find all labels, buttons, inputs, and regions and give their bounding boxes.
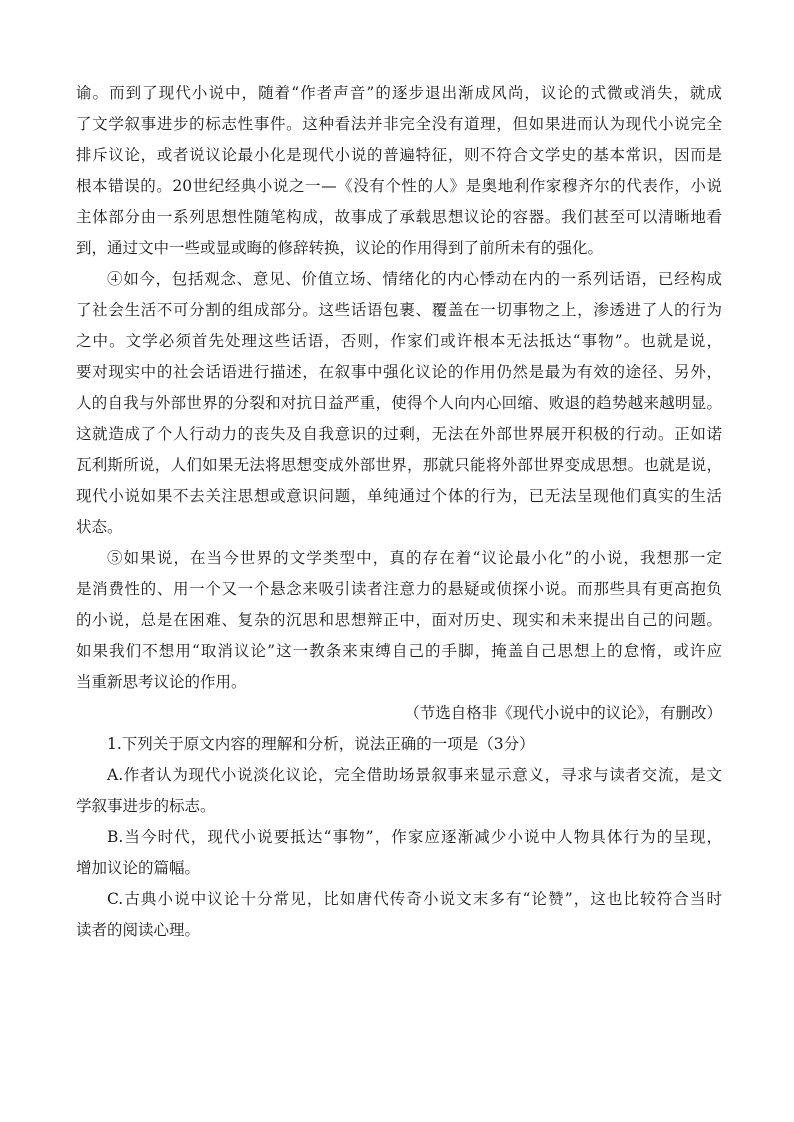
paragraph-4 — [76, 264, 722, 543]
text-line: 了文学叙事进步的标志性事件。这种看法并非完全没有道理，但如果进而认为现代小说完全 — [76, 115, 722, 133]
text-line: ⑤如果说，在当今世界的文学类型中，真的存在着“议论最小化”的小说，我想那一定 — [107, 549, 722, 567]
text-line: 如果我们不想用“取消议论”这一教条来束缚自己的手脚，掩盖自己思想上的怠惰，或许应 — [76, 642, 722, 660]
option-line: 学叙事进步的标志。 — [76, 797, 216, 815]
text-line: 状态。 — [76, 518, 123, 536]
text-line: 现代小说如果不去关注思想或意识问题，单纯通过个体的行为，已无法呈现他们真实的生活 — [76, 487, 722, 505]
text-line: ④如今，包括观念、意见、价值立场、情绪化的内心悸动在内的一系列话语，已经构成 — [107, 270, 722, 288]
option-b — [76, 822, 722, 884]
text-line: 根本错误的。20世纪经典小说之一—《没有个性的人》是奥地利作家穆齐尔的代表作，小说 — [76, 177, 722, 195]
question-1 — [76, 729, 722, 946]
text-line: 谕。而到了现代小说中，随着“作者声音”的逐步退出渐成风尚，议论的式微或消失，就成 — [76, 84, 722, 102]
option-a — [76, 760, 722, 822]
option-line: 读者的阅读心理。 — [76, 921, 201, 939]
text-line: 主体部分由一系列思想性随笔构成，故事成了承载思想议论的容器。我们甚至可以清晰地看 — [76, 208, 722, 226]
option-line: A.作者认为现代小说淡化议论，完全借助场景叙事来显示意义，寻求与读者交流，是文 — [107, 766, 722, 784]
paragraph-5 — [76, 543, 722, 698]
option-line: C.古典小说中议论十分常见，比如唐代传奇小说文末多有“论赞”，这也比较符合当时 — [107, 890, 722, 908]
text-line: 了社会生活不可分割的组成部分。这些话语包裹、覆盖在一切事物之上，渗透进了人的行为 — [76, 301, 722, 319]
option-line: B.当今时代，现代小说要抵达“事物”，作家应逐渐减少小说中人物具体行为的呈现， — [107, 828, 722, 846]
text-line: 之中。文学必须首先处理这些话语，否则，作家们或许根本无法抵达“事物”。也就是说， — [76, 332, 722, 350]
text-line: 当重新思考议论的作用。 — [76, 673, 247, 691]
question-stem: 1.下列关于原文内容的理解和分析，说法正确的一项是（3分） — [107, 735, 535, 753]
text-line: 这就造成了个人行动力的丧失及自我意识的过剩，无法在外部世界展开积极的行动。正如诺 — [76, 425, 722, 443]
text-line: 的小说，总是在困难、复杂的沉思和思想辩正中，面对历史、现实和未来提出自己的问题。 — [76, 611, 722, 629]
source-attribution: （节选自格非《现代小说中的议论》，有删改） — [404, 704, 722, 722]
text-line: 人的自我与外部世界的分裂和对抗日益严重，使得个人向内心回缩、败退的趋势越来越明显。 — [76, 394, 722, 412]
text-line: 排斥议论，或者说议论最小化是现代小说的普遍特征，则不符合文学史的基本常识，因而是 — [76, 146, 722, 164]
text-line: 是消费性的、用一个又一个悬念来吸引读者注意力的悬疑或侦探小说。而那些具有更高抱负 — [76, 580, 722, 598]
text-line: 瓦利斯所说，人们如果无法将思想变成外部世界，那就只能将外部世界变成思想。也就是说， — [76, 456, 722, 474]
option-c — [76, 884, 722, 946]
paragraph-3-continued — [76, 78, 722, 264]
document-page — [76, 78, 722, 946]
text-line: 到，通过文中一些或显或晦的修辞转换，议论的作用得到了前所未有的强化。 — [76, 239, 604, 257]
option-line: 增加议论的篇幅。 — [76, 859, 201, 877]
text-line: 要对现实中的社会话语进行描述，在叙事中强化议论的作用仍然是最为有效的途径、另外， — [76, 363, 722, 381]
